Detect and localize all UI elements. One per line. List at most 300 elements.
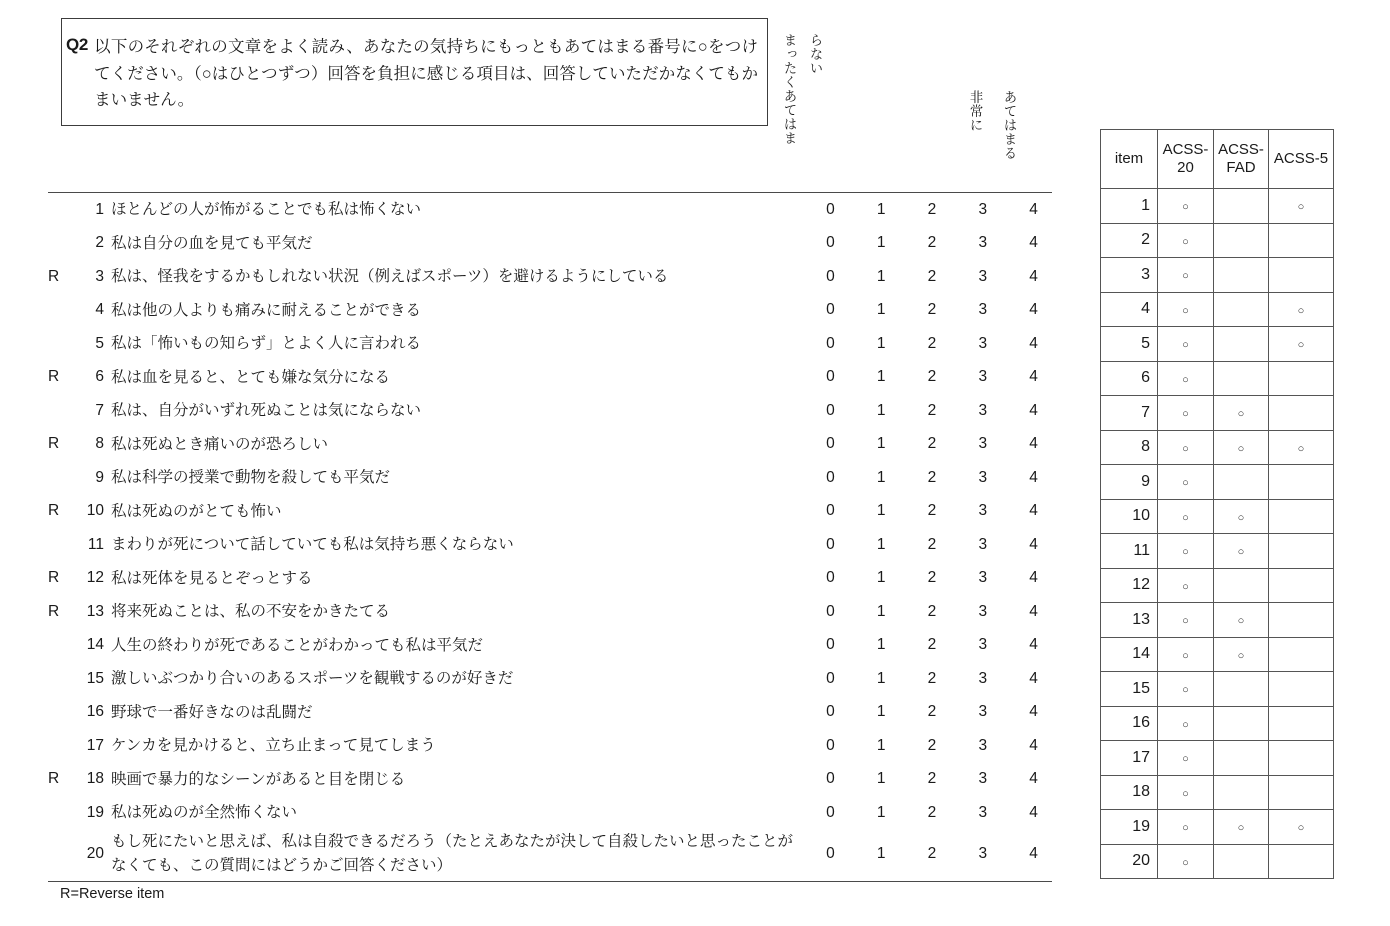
scale-option-3[interactable]: 3	[978, 435, 988, 453]
mapping-item-number: 8	[1101, 430, 1158, 465]
scale-option-2[interactable]: 2	[927, 301, 937, 319]
scale-option-3[interactable]: 3	[978, 301, 988, 319]
scale-option-2[interactable]: 2	[927, 234, 937, 252]
items-table-bottom-rule	[48, 881, 1052, 882]
mapping-mark-acss20	[1158, 534, 1214, 569]
mapping-mark-acss5	[1269, 361, 1334, 396]
scale-option-4[interactable]: 4	[1029, 569, 1038, 587]
item-row	[48, 193, 1059, 227]
mapping-mark-acss20	[1158, 499, 1214, 534]
circle-mark-icon: ○	[1182, 339, 1189, 352]
scale-option-0[interactable]: 0	[826, 502, 835, 520]
mapping-row	[1101, 361, 1334, 396]
scale-option-1[interactable]: 1	[876, 200, 886, 218]
circle-mark-icon: ○	[1237, 822, 1245, 835]
mapping-mark-acssfad	[1214, 844, 1269, 879]
scale-option-0[interactable]: 0	[826, 736, 835, 754]
item-number: 19	[86, 803, 104, 821]
circle-mark-icon: ○	[1237, 649, 1245, 662]
scale-option-0[interactable]: 0	[826, 703, 835, 721]
item-row	[48, 562, 1059, 596]
scale-option-1[interactable]: 1	[876, 267, 886, 285]
item-row	[48, 830, 1059, 878]
item-statement: 人生の終わりが死であることがわかっても私は平気だ	[111, 636, 484, 654]
mapping-mark-acss5	[1269, 258, 1334, 293]
mapping-row	[1101, 603, 1334, 638]
circle-mark-icon: ○	[1182, 270, 1189, 283]
scale-option-2[interactable]: 2	[927, 267, 937, 285]
mapping-header-row	[1101, 130, 1334, 189]
mapping-mark-acss5	[1269, 810, 1334, 845]
circle-mark-icon: ○	[1182, 856, 1189, 869]
scale-anchor-low-line1: まったくあてはま	[781, 33, 797, 145]
scale-option-1[interactable]: 1	[876, 368, 886, 386]
circle-mark-icon: ○	[1237, 442, 1245, 455]
scale-option-3[interactable]: 3	[978, 844, 988, 862]
item-statement: まわりが死について話していても私は気持ち悪くならない	[111, 536, 514, 554]
mapping-row	[1101, 430, 1334, 465]
scale-option-3[interactable]: 3	[978, 401, 988, 419]
question-instruction-text: 以下のそれぞれの文章をよく読み、あなたの気持ちにもっともあてはまる番号に○をつけてください。（○はひとつずつ）回答を負担に感じる項目は、回答していただかなくてもかまいません。	[94, 38, 758, 110]
mapping-mark-acss20	[1158, 706, 1214, 741]
mapping-mark-acss5	[1269, 430, 1334, 465]
scale-option-1[interactable]: 1	[876, 301, 886, 319]
circle-mark-icon: ○	[1182, 477, 1189, 490]
scale-option-3[interactable]: 3	[978, 602, 988, 620]
scale-option-2[interactable]: 2	[927, 770, 937, 788]
mapping-mark-acssfad	[1214, 430, 1269, 465]
circle-mark-icon: ○	[1237, 408, 1245, 421]
item-statement: 映画で暴力的なシーンがあると目を閉じる	[111, 770, 406, 788]
mapping-header-acss5: ACSS-5	[1269, 130, 1334, 189]
mapping-item-number: 9	[1101, 465, 1158, 500]
scale-option-2[interactable]: 2	[927, 803, 937, 821]
item-number: 13	[86, 602, 104, 620]
mapping-mark-acssfad	[1214, 741, 1269, 776]
mapping-item-number: 2	[1101, 223, 1158, 258]
scale-option-1[interactable]: 1	[876, 502, 886, 520]
mapping-row	[1101, 499, 1334, 534]
mapping-item-number: 11	[1101, 534, 1158, 569]
scale-option-4[interactable]: 4	[1029, 435, 1038, 453]
scale-option-2[interactable]: 2	[927, 401, 937, 419]
circle-mark-icon: ○	[1297, 339, 1305, 352]
scale-option-2[interactable]: 2	[927, 535, 937, 553]
scale-option-3[interactable]: 3	[978, 267, 988, 285]
reverse-flag: R	[48, 569, 60, 587]
item-row	[48, 495, 1059, 529]
item-row	[48, 595, 1059, 629]
mapping-mark-acss5	[1269, 189, 1334, 224]
mapping-mark-acss20	[1158, 568, 1214, 603]
scale-option-2[interactable]: 2	[927, 569, 937, 587]
mapping-mark-acssfad	[1214, 499, 1269, 534]
mapping-item-number: 5	[1101, 327, 1158, 362]
scale-option-3[interactable]: 3	[978, 535, 988, 553]
mapping-item-number: 13	[1101, 603, 1158, 638]
mapping-row	[1101, 706, 1334, 741]
scale-option-1[interactable]: 1	[876, 602, 886, 620]
reverse-flag	[48, 662, 70, 696]
circle-mark-icon: ○	[1182, 408, 1189, 421]
mapping-row	[1101, 568, 1334, 603]
mapping-row	[1101, 741, 1334, 776]
item-number: 16	[86, 703, 104, 721]
scale-option-3[interactable]: 3	[978, 669, 988, 687]
scale-option-0[interactable]: 0	[826, 569, 835, 587]
item-number: 20	[86, 844, 104, 862]
scale-option-3[interactable]: 3	[978, 803, 988, 821]
mapping-mark-acss20	[1158, 637, 1214, 672]
circle-mark-icon: ○	[1182, 373, 1189, 386]
item-statement: 私は自分の血を見ても平気だ	[111, 234, 313, 252]
mapping-item-number: 19	[1101, 810, 1158, 845]
mapping-mark-acssfad	[1214, 292, 1269, 327]
scale-option-1[interactable]: 1	[876, 435, 886, 453]
mapping-mark-acss20	[1158, 223, 1214, 258]
mapping-mark-acss20	[1158, 844, 1214, 879]
scale-option-0[interactable]: 0	[826, 435, 835, 453]
mapping-item-number: 3	[1101, 258, 1158, 293]
item-row	[48, 361, 1059, 395]
scale-option-4[interactable]: 4	[1029, 334, 1038, 352]
scale-option-3[interactable]: 3	[978, 502, 988, 520]
mapping-item-number: 4	[1101, 292, 1158, 327]
circle-mark-icon: ○	[1297, 201, 1305, 214]
scale-option-0[interactable]: 0	[826, 602, 835, 620]
item-statement: 私は他の人よりも痛みに耐えることができる	[111, 301, 422, 319]
reverse-flag	[48, 461, 70, 495]
reverse-flag: R	[48, 770, 60, 788]
circle-mark-icon: ○	[1182, 615, 1189, 628]
mapping-mark-acss20	[1158, 603, 1214, 638]
item-statement: 野球で一番好きなのは乱闘だ	[111, 703, 313, 721]
reverse-flag	[48, 193, 70, 227]
scale-option-3[interactable]: 3	[978, 636, 988, 654]
scale-option-0[interactable]: 0	[826, 301, 835, 319]
circle-mark-icon: ○	[1182, 235, 1189, 248]
mapping-mark-acssfad	[1214, 361, 1269, 396]
item-statement: 私は、怪我をするかもしれない状況（例えばスポーツ）を避けるようにしている	[111, 268, 669, 286]
scale-anchor-low-line2: らない	[807, 33, 823, 75]
scale-option-4[interactable]: 4	[1029, 703, 1038, 721]
circle-mark-icon: ○	[1297, 304, 1305, 317]
mapping-mark-acss5	[1269, 741, 1334, 776]
mapping-item-number: 14	[1101, 637, 1158, 672]
circle-mark-icon: ○	[1237, 511, 1245, 524]
mapping-mark-acss20	[1158, 396, 1214, 431]
mapping-row	[1101, 637, 1334, 672]
mapping-mark-acss20	[1158, 465, 1214, 500]
scale-option-3[interactable]: 3	[978, 200, 988, 218]
mapping-header-item: item	[1101, 130, 1158, 189]
item-row	[48, 729, 1059, 763]
scale-option-1[interactable]: 1	[876, 770, 886, 788]
item-number: 4	[95, 301, 104, 319]
mapping-mark-acssfad	[1214, 706, 1269, 741]
mapping-mark-acssfad	[1214, 637, 1269, 672]
scale-option-2[interactable]: 2	[927, 334, 937, 352]
item-statement: 私は科学の授業で動物を殺しても平気だ	[111, 469, 391, 487]
item-row	[48, 428, 1059, 462]
scale-option-4[interactable]: 4	[1029, 636, 1038, 654]
item-row	[48, 461, 1059, 495]
circle-mark-icon: ○	[1182, 201, 1189, 214]
item-number: 5	[95, 334, 104, 352]
mapping-row	[1101, 223, 1334, 258]
mapping-mark-acssfad	[1214, 396, 1269, 431]
scale-option-4[interactable]: 4	[1029, 803, 1038, 821]
mapping-item-number: 12	[1101, 568, 1158, 603]
mapping-row	[1101, 844, 1334, 879]
item-number: 7	[95, 401, 104, 419]
circle-mark-icon: ○	[1182, 649, 1189, 662]
mapping-row	[1101, 258, 1334, 293]
reverse-flag	[48, 394, 70, 428]
scale-option-1[interactable]: 1	[876, 334, 886, 352]
scale-option-4[interactable]: 4	[1029, 770, 1038, 788]
mapping-mark-acss5	[1269, 499, 1334, 534]
scale-option-0[interactable]: 0	[826, 770, 835, 788]
scale-anchor-high-line2: あてはまる	[1001, 90, 1017, 160]
scale-option-4[interactable]: 4	[1029, 602, 1038, 620]
scale-option-1[interactable]: 1	[876, 401, 886, 419]
scale-option-4[interactable]: 4	[1029, 502, 1038, 520]
mapping-mark-acssfad	[1214, 775, 1269, 810]
reverse-flag	[48, 696, 70, 730]
mapping-item-number: 1	[1101, 189, 1158, 224]
mapping-item-number: 7	[1101, 396, 1158, 431]
mapping-mark-acss20	[1158, 672, 1214, 707]
reverse-flag	[48, 729, 70, 763]
items-table-container	[48, 193, 1052, 878]
item-row	[48, 394, 1059, 428]
mapping-item-number: 16	[1101, 706, 1158, 741]
item-row	[48, 327, 1059, 361]
mapping-row	[1101, 810, 1334, 845]
mapping-item-number: 20	[1101, 844, 1158, 879]
mapping-mark-acss5	[1269, 327, 1334, 362]
scale-option-1[interactable]: 1	[876, 535, 886, 553]
mapping-mark-acss20	[1158, 327, 1214, 362]
scale-option-1[interactable]: 1	[876, 803, 886, 821]
item-number: 1	[95, 200, 104, 218]
item-statement: 私は死体を見るとぞっとする	[111, 569, 313, 587]
scale-option-1[interactable]: 1	[876, 703, 886, 721]
mapping-row	[1101, 672, 1334, 707]
scale-option-2[interactable]: 2	[927, 703, 937, 721]
scale-option-1[interactable]: 1	[876, 569, 886, 587]
item-number: 18	[86, 770, 104, 788]
mapping-header-acssfad: ACSS-FAD	[1214, 130, 1269, 189]
reverse-flag	[48, 528, 70, 562]
mapping-mark-acssfad	[1214, 810, 1269, 845]
scale-option-4[interactable]: 4	[1029, 234, 1038, 252]
scale-option-0[interactable]: 0	[826, 267, 835, 285]
scale-option-4[interactable]: 4	[1029, 301, 1038, 319]
item-row	[48, 763, 1059, 797]
question-number-label: Q2	[66, 35, 89, 54]
circle-mark-icon: ○	[1182, 684, 1189, 697]
scale-option-4[interactable]: 4	[1029, 844, 1038, 862]
scale-option-0[interactable]: 0	[826, 803, 835, 821]
mapping-mark-acss5	[1269, 568, 1334, 603]
scale-option-3[interactable]: 3	[978, 334, 988, 352]
item-number: 14	[86, 636, 104, 654]
scale-option-0[interactable]: 0	[826, 468, 835, 486]
item-row	[48, 528, 1059, 562]
reverse-flag	[48, 327, 70, 361]
scale-option-3[interactable]: 3	[978, 368, 988, 386]
circle-mark-icon: ○	[1182, 580, 1189, 593]
scale-option-2[interactable]: 2	[927, 435, 937, 453]
mapping-mark-acss5	[1269, 603, 1334, 638]
item-row	[48, 629, 1059, 663]
reverse-flag	[48, 227, 70, 261]
item-statement: 私は死ぬのがとても怖い	[111, 502, 282, 520]
item-row	[48, 796, 1059, 830]
scale-option-1[interactable]: 1	[876, 636, 886, 654]
scale-option-1[interactable]: 1	[876, 468, 886, 486]
circle-mark-icon: ○	[1182, 511, 1189, 524]
mapping-mark-acssfad	[1214, 465, 1269, 500]
item-row	[48, 260, 1059, 294]
mapping-mark-acss5	[1269, 534, 1334, 569]
mapping-row	[1101, 396, 1334, 431]
mapping-item-number: 10	[1101, 499, 1158, 534]
item-number: 8	[95, 435, 104, 453]
items-table	[48, 193, 1059, 878]
scale-option-0[interactable]: 0	[826, 844, 835, 862]
scale-option-1[interactable]: 1	[876, 669, 886, 687]
mapping-row	[1101, 775, 1334, 810]
scale-option-2[interactable]: 2	[927, 636, 937, 654]
item-number: 11	[87, 535, 104, 553]
mapping-mark-acssfad	[1214, 534, 1269, 569]
scale-option-0[interactable]: 0	[826, 636, 835, 654]
scale-option-2[interactable]: 2	[927, 368, 937, 386]
mapping-mark-acssfad	[1214, 568, 1269, 603]
item-statement: 私は死ぬとき痛いのが恐ろしい	[111, 435, 329, 453]
mapping-row	[1101, 534, 1334, 569]
scale-option-0[interactable]: 0	[826, 401, 835, 419]
scale-option-2[interactable]: 2	[927, 602, 937, 620]
scale-option-4[interactable]: 4	[1029, 535, 1038, 553]
mapping-mark-acss20	[1158, 292, 1214, 327]
mapping-item-number: 18	[1101, 775, 1158, 810]
scale-option-4[interactable]: 4	[1029, 200, 1038, 218]
item-number: 12	[86, 569, 104, 587]
reverse-flag: R	[48, 602, 60, 620]
scale-option-0[interactable]: 0	[826, 535, 835, 553]
scale-option-3[interactable]: 3	[978, 468, 988, 486]
item-number: 6	[95, 368, 104, 386]
item-number: 17	[86, 736, 104, 754]
scale-option-2[interactable]: 2	[927, 736, 937, 754]
circle-mark-icon: ○	[1237, 615, 1245, 628]
mapping-mark-acss5	[1269, 706, 1334, 741]
mapping-mark-acssfad	[1214, 603, 1269, 638]
circle-mark-icon: ○	[1237, 546, 1245, 559]
item-number: 9	[95, 468, 104, 486]
circle-mark-icon: ○	[1297, 442, 1305, 455]
reverse-flag: R	[48, 435, 60, 453]
subscale-mapping-table	[1100, 129, 1334, 879]
reverse-flag	[48, 796, 70, 830]
scale-option-3[interactable]: 3	[978, 770, 988, 788]
scale-option-0[interactable]: 0	[826, 234, 835, 252]
scale-option-4[interactable]: 4	[1029, 736, 1038, 754]
scale-option-4[interactable]: 4	[1029, 401, 1038, 419]
item-statement: 激しいぶつかり合いのあるスポーツを観戦するのが好きだ	[111, 670, 514, 688]
circle-mark-icon: ○	[1182, 546, 1189, 559]
scale-option-1[interactable]: 1	[876, 234, 886, 252]
item-statement: 私は死ぬのが全然怖くない	[111, 804, 298, 822]
mapping-mark-acssfad	[1214, 189, 1269, 224]
mapping-mark-acss5	[1269, 672, 1334, 707]
circle-mark-icon: ○	[1182, 753, 1189, 766]
circle-mark-icon: ○	[1182, 787, 1189, 800]
item-statement: 将来死ぬことは、私の不安をかきたてる	[111, 603, 391, 621]
mapping-row	[1101, 465, 1334, 500]
scale-option-0[interactable]: 0	[826, 368, 835, 386]
reverse-flag: R	[48, 267, 60, 285]
question-prompt-content	[61, 18, 768, 126]
item-statement: 私は血を見ると、とても嫌な気分になる	[111, 368, 391, 386]
mapping-mark-acssfad	[1214, 258, 1269, 293]
mapping-item-number: 17	[1101, 741, 1158, 776]
circle-mark-icon: ○	[1297, 822, 1305, 835]
scale-option-4[interactable]: 4	[1029, 468, 1038, 486]
scale-anchor-high-line1: 非常に	[967, 90, 983, 132]
mapping-header-acss20: ACSS-20	[1158, 130, 1214, 189]
scale-option-2[interactable]: 2	[927, 502, 937, 520]
circle-mark-icon: ○	[1182, 304, 1189, 317]
reverse-flag	[48, 830, 70, 878]
scale-option-1[interactable]: 1	[876, 844, 886, 862]
scale-option-0[interactable]: 0	[826, 669, 835, 687]
scale-option-0[interactable]: 0	[826, 200, 835, 218]
mapping-item-number: 15	[1101, 672, 1158, 707]
mapping-row	[1101, 292, 1334, 327]
reverse-flag: R	[48, 368, 60, 386]
item-statement: 私は、自分がいずれ死ぬことは気にならない	[111, 402, 422, 420]
scale-option-3[interactable]: 3	[978, 736, 988, 754]
item-number: 2	[95, 234, 104, 252]
scale-option-3[interactable]: 3	[978, 703, 988, 721]
scale-option-3[interactable]: 3	[978, 569, 988, 587]
scale-option-4[interactable]: 4	[1029, 669, 1038, 687]
mapping-mark-acss20	[1158, 189, 1214, 224]
mapping-mark-acss20	[1158, 810, 1214, 845]
scale-option-2[interactable]: 2	[927, 669, 937, 687]
item-number: 15	[86, 669, 104, 687]
scale-option-2[interactable]: 2	[927, 200, 937, 218]
scale-option-4[interactable]: 4	[1029, 267, 1038, 285]
reverse-flag: R	[48, 502, 60, 520]
scale-option-0[interactable]: 0	[826, 334, 835, 352]
scale-option-1[interactable]: 1	[876, 736, 886, 754]
scale-option-2[interactable]: 2	[927, 468, 937, 486]
reverse-item-footnote: R=Reverse item	[60, 886, 165, 902]
mapping-mark-acss20	[1158, 361, 1214, 396]
mapping-mark-acss5	[1269, 223, 1334, 258]
scale-option-3[interactable]: 3	[978, 234, 988, 252]
mapping-row	[1101, 327, 1334, 362]
scale-option-4[interactable]: 4	[1029, 368, 1038, 386]
item-number: 10	[86, 502, 104, 520]
scale-option-2[interactable]: 2	[927, 844, 937, 862]
